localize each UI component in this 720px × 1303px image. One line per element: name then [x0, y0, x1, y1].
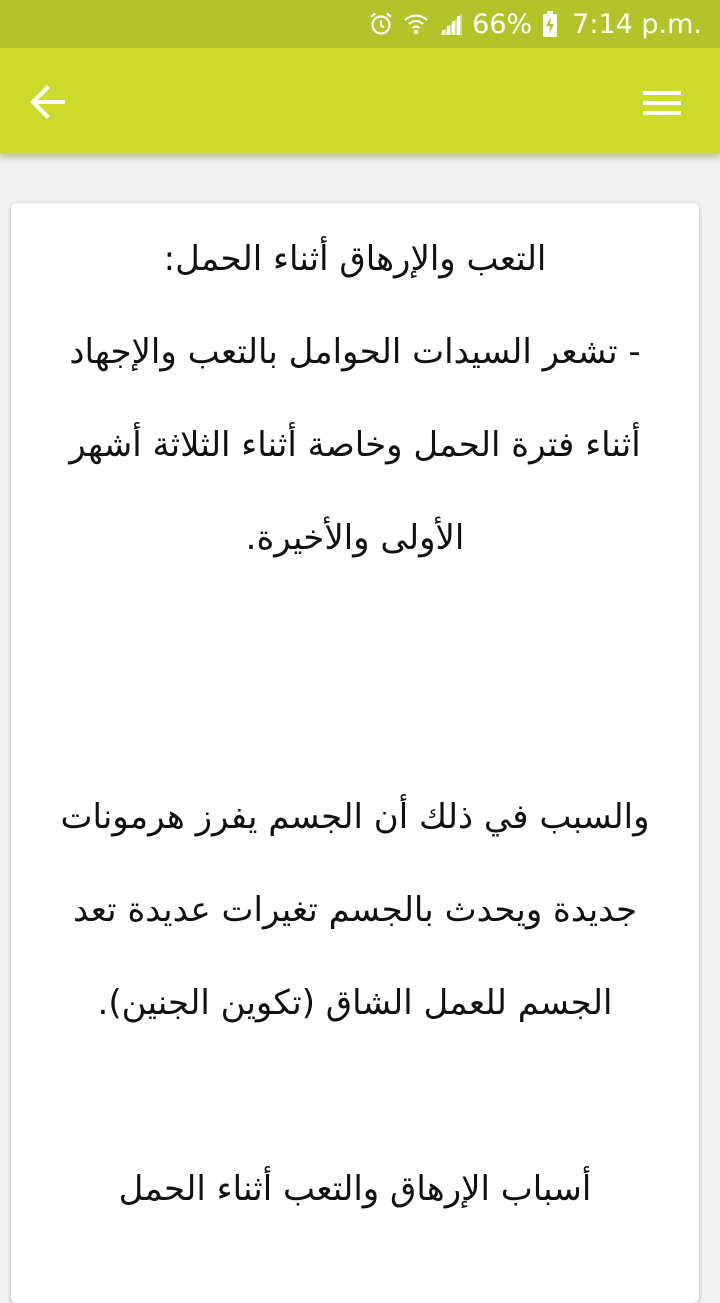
app-bar [0, 48, 720, 154]
spacer [39, 585, 671, 771]
article-paragraph: أسباب الإرهاق والتعب أثناء الحمل [118, 1169, 592, 1209]
alarm-icon [368, 11, 394, 37]
back-button[interactable] [24, 81, 72, 123]
hamburger-menu-icon [643, 89, 681, 117]
spacer [39, 1050, 671, 1143]
signal-icon [438, 11, 464, 37]
article-body [11, 203, 699, 1236]
article-card [11, 203, 699, 1303]
arrow-left-icon [30, 85, 66, 119]
menu-button[interactable] [638, 84, 686, 122]
article-heading: التعب والإرهاق أثناء الحمل: [163, 239, 547, 279]
article-paragraph: - تشعر السيدات الحوامل بالتعب والإجهاد أثناء فترة الحمل وخاصة أثناء الثلاثة أشهر الأولى والأخيرة. [69, 332, 641, 558]
battery-percent: 66% [472, 8, 533, 40]
battery-charging-icon [542, 10, 558, 38]
wifi-icon [402, 11, 430, 37]
status-bar [0, 0, 720, 48]
article-paragraph: والسبب في ذلك أن الجسم يفرز هرمونات جديدة ويحدث بالجسم تغيرات عديدة تعد الجسم للعمل الشاق (تكوين الجنين). [60, 797, 650, 1023]
clock: 7:14 p.m. [572, 8, 702, 40]
